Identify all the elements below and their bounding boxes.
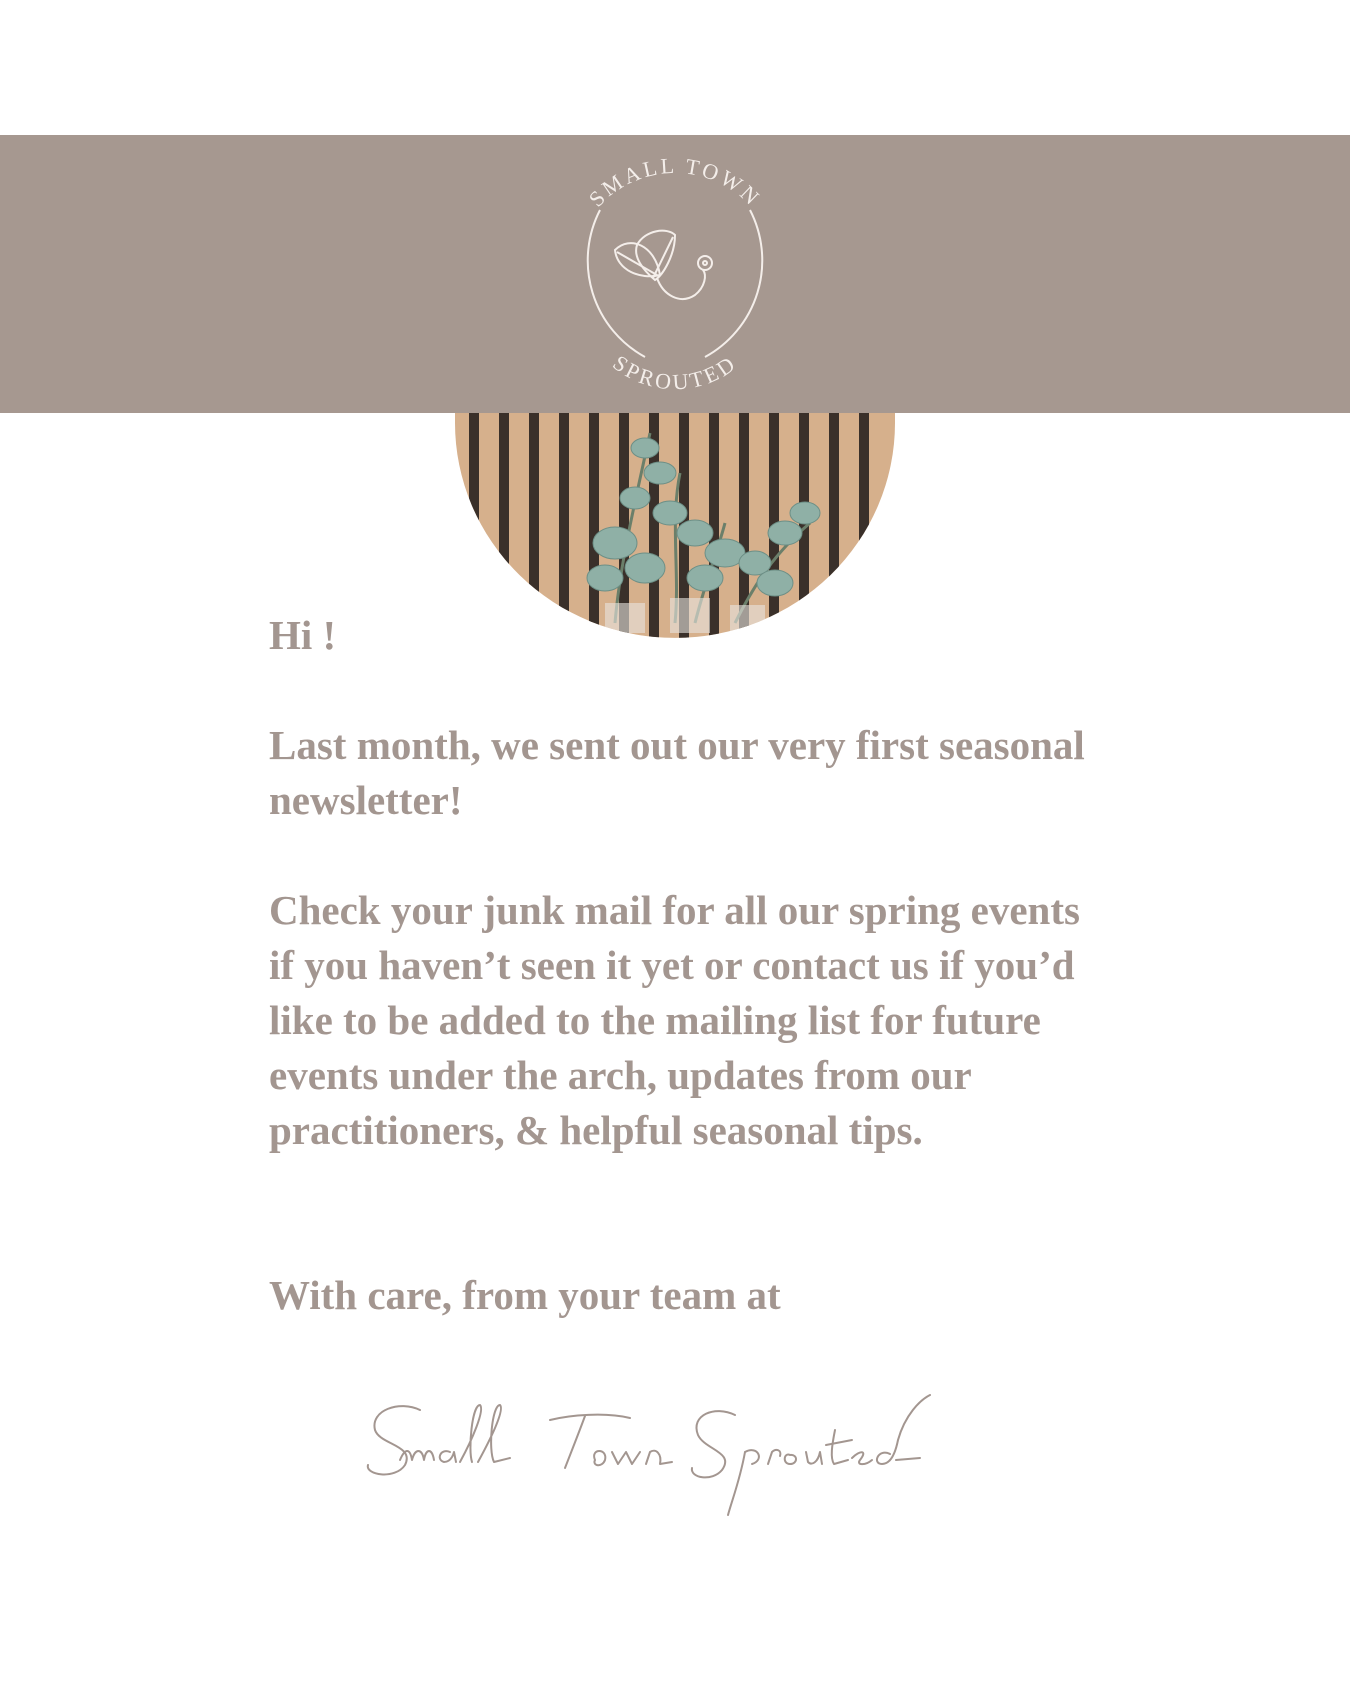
brand-logo-mark [545,135,805,413]
svg-text:SPROUTED: SPROUTED [608,349,742,395]
newsletter-intro-text: Last month, we sent out our very first seasonal newsletter! [269,722,1085,823]
brand-logo [545,135,805,413]
svg-text:SMALL TOWN: SMALL TOWN [583,152,767,212]
greeting-text: Hi ! [269,612,337,658]
newsletter-details-text: Check your junk mail for all our spring events if you haven’t seen it yet or contact us if you’d like to be added to the mailing list for future events under the arch, updates from our practitioners, & helpful seasonal tips. [269,887,1080,1153]
eucalyptus-image [455,413,895,638]
signoff-text: With care, from your team at [269,1272,781,1318]
eucalyptus-photo [455,413,895,638]
leaf-icon [615,231,712,299]
signature [360,1390,1020,1520]
message-body [269,608,1089,1323]
signature-script [360,1390,1020,1520]
